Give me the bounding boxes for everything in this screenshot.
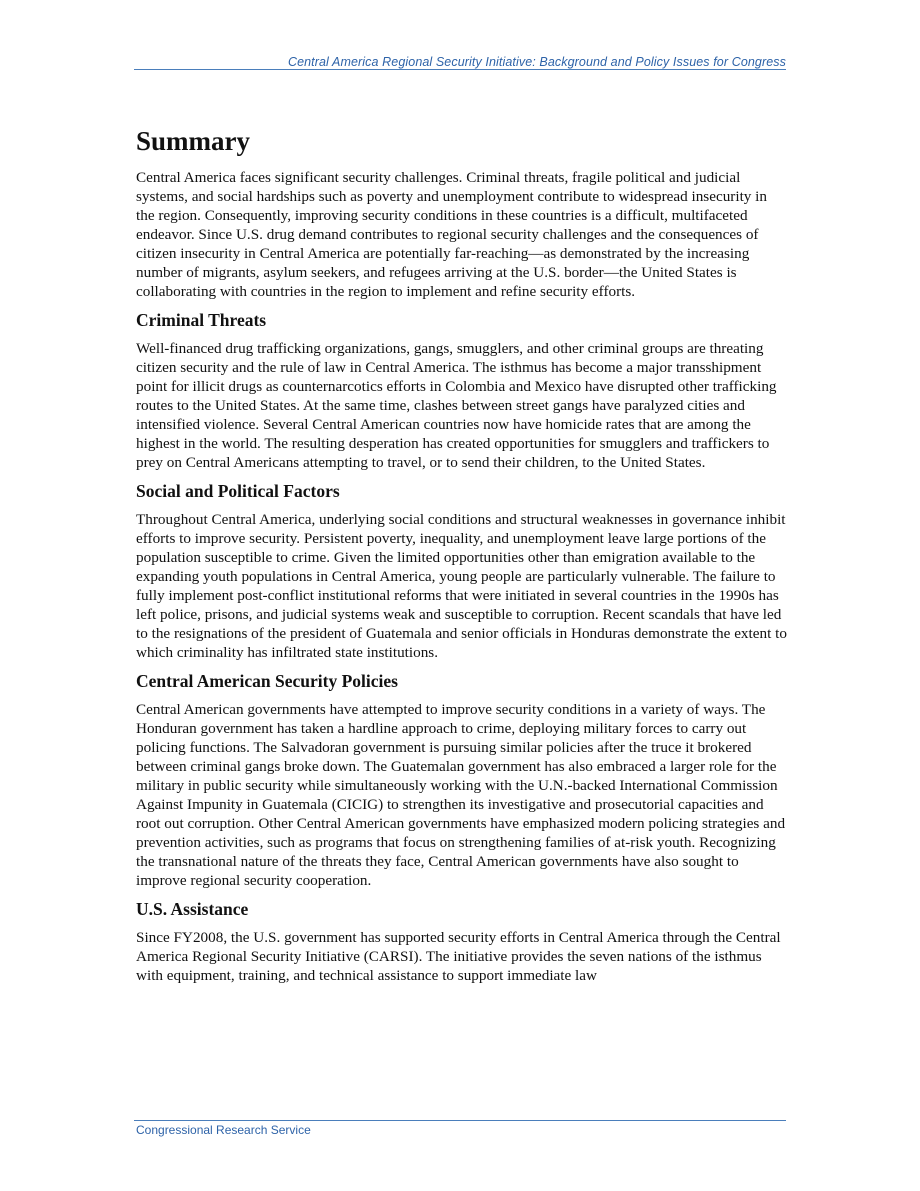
section-body-criminal-threats: Well-financed drug trafficking organizations, gangs, smugglers, and other criminal groups are threating citizen security and the rule of law in Central America. The isthmus has become a major transshipment point for illicit drugs as counternarcotics efforts in Colombia and Mexico have disrupted other trafficking routes to the United States. At the same time, clashes between street gangs have paralyzed cities and intensified violence. Several Central American countries now have homicide rates that are among the highest in the world. The resulting desperation has created opportunities for smugglers and traffickers to prey on Central Americans attempting to travel, or to send their children, to the United States. bbox=[136, 340, 777, 471]
section-body-us-assistance: Since FY2008, the U.S. government has supported security efforts in Central America through the Central America Regional Security Initiative (CARSI). The initiative provides the seven nations of the isthmus with equipment, training, and technical assistance to support immediate law bbox=[136, 929, 781, 984]
running-footer bbox=[134, 1120, 786, 1137]
summary-intro-paragraph: Central America faces significant security challenges. Criminal threats, fragile political and judicial systems, and social hardships such as poverty and unemployment contribute to widespread insecurity in the region. Consequently, improving security conditions in these countries is a difficult, multifaceted endeavor. Since U.S. drug demand contributes to regional security challenges and the consequences of citizen insecurity in Central America are potentially far-reaching—as demonstrated by the increasing number of migrants, asylum seekers, and refugees arriving at the U.S. border—the United States is collaborating with countries in the region to implement and refine security efforts. bbox=[136, 169, 767, 300]
running-header bbox=[134, 55, 786, 70]
page-content bbox=[136, 124, 788, 989]
summary-heading: Summary bbox=[136, 126, 250, 156]
section-heading-us-assistance: U.S. Assistance bbox=[136, 899, 249, 919]
section-heading-security-policies: Central American Security Policies bbox=[136, 671, 398, 691]
footer-text: Congressional Research Service bbox=[136, 1123, 311, 1137]
header-title: Central America Regional Security Initiative: Background and Policy Issues for Congress bbox=[287, 55, 786, 69]
section-heading-criminal-threats: Criminal Threats bbox=[136, 310, 267, 330]
section-body-social-political-factors: Throughout Central America, underlying social conditions and structural weaknesses in governance inhibit efforts to improve security. Persistent poverty, inequality, and unemployment leave large portions of the population susceptible to crime. Given the limited opportunities other than emigration available to the expanding youth populations in Central America, young people are particularly vulnerable. The failure to fully implement post-conflict institutional reforms that were initiated in several countries in the 1990s has left police, prisons, and judicial systems weak and susceptible to corruption. Recent scandals that have led to the resignations of the president of Guatemala and senior officials in Honduras demonstrate the extent to which criminality has infiltrated state institutions. bbox=[136, 511, 787, 661]
section-body-security-policies: Central American governments have attempted to improve security conditions in a variety of ways. The Honduran government has taken a hardline approach to crime, deploying military forces to carry out policing functions. The Salvadoran government is pursuing similar policies after the truce it brokered between criminal gangs broke down. The Guatemalan government has also embraced a larger role for the military in public security while simultaneously working with the U.N.-backed International Commission Against Impunity in Guatemala (CICIG) to strengthen its investigative and prosecutorial capacities and root out corruption. Other Central American governments have emphasized modern policing strategies and prevention activities, such as programs that focus on strengthening families of at-risk youth. Recognizing the transnational nature of the threats they face, Central American governments have also sought to improve regional security cooperation. bbox=[136, 701, 786, 889]
section-heading-social-political-factors: Social and Political Factors bbox=[136, 481, 340, 501]
